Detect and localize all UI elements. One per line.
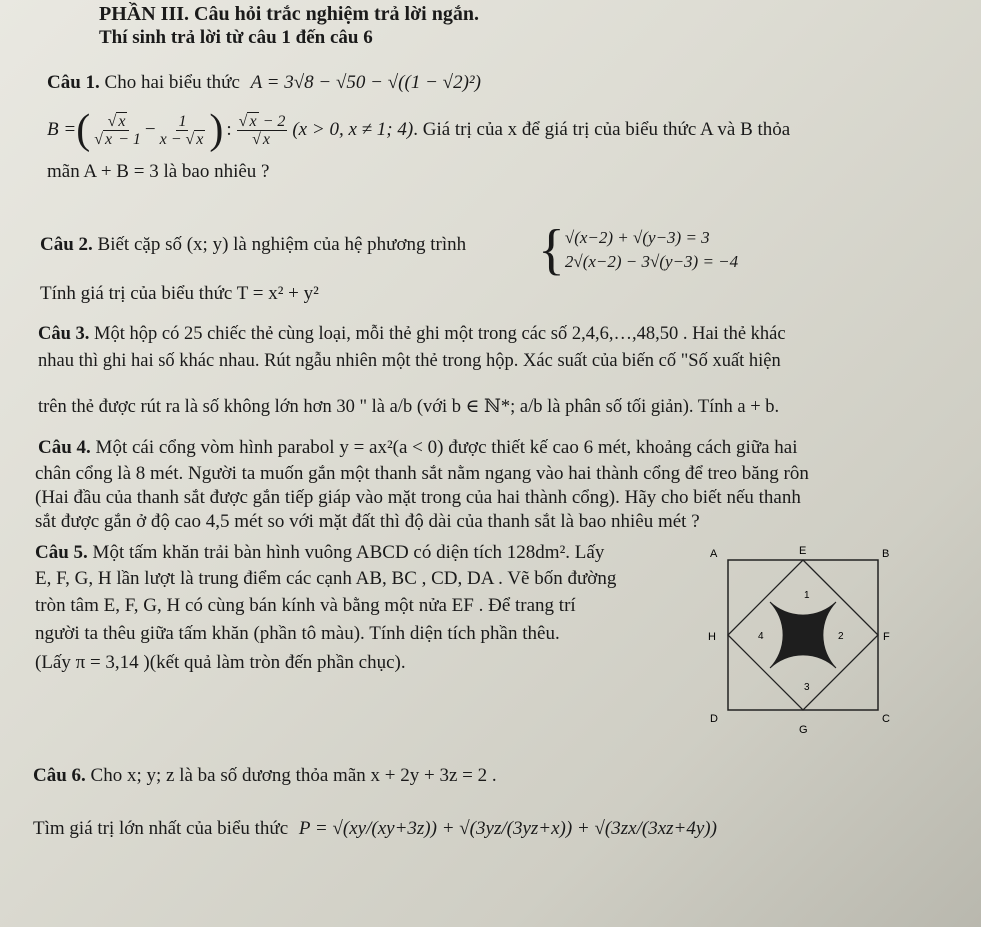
q5-line4: người ta thêu giữa tấm khăn (phần tô màu). Tính diện tích phần thêu. (35, 623, 560, 644)
q1-intro: Cho hai biểu thức (104, 72, 240, 93)
q4-line1-text: Một cái cổng vòm hình parabol y = ax²(a < 0) được thiết kế cao 6 mét, khoảng cách giữa hai (95, 437, 798, 458)
label-h: H (708, 631, 716, 643)
q1-frac1: $\frac{√ x}{√ x - 1}$ (94, 112, 141, 148)
q1-line2: B = ( $\frac{√ x}{√ x - 1}$ − $\frac{1}{x - √ x}$ ) : $\frac{√ x - 2}{√ x}$ (x > 0, x ≠ 1; 4) . Giá trị của x để giá trị của biểu thức A và B thỏa (47, 107, 791, 153)
q1-condition: (x > 0, x ≠ 1; 4) (292, 119, 414, 140)
q2-label: Câu 2. (40, 234, 93, 255)
label-a: A (710, 548, 718, 560)
q5-figure (700, 540, 905, 740)
q2-line1 (40, 234, 466, 256)
q2-text: Biết cặp số (x; y) là nghiệm của hệ phương trình (97, 234, 467, 255)
q2-eq1: √(x−2) + √(y−3) = 3 (564, 228, 710, 247)
q1-expr-a: A = 3√8 − √50 − √((1 − √2)²) (250, 72, 481, 93)
q1-expr-b-prefix: B = (47, 119, 77, 140)
q5-line2: E, F, G, H lần lượt là trung điểm các cạnh AB, BC , CD, DA . Vẽ bốn đường (35, 568, 617, 589)
q4-line4: sắt được gắn ở độ cao 4,5 mét so với mặt đất thì độ dài của thanh sắt là bao nhiêu mét ? (35, 511, 700, 532)
q3-label: Câu 3. (38, 324, 90, 344)
q2-system (538, 219, 739, 281)
q3-line1-text: Một hộp có 25 chiếc thẻ cùng loại, mỗi thẻ ghi một trong các số 2,4,6,…,48,50 . Hai thẻ khác (94, 324, 786, 344)
q5-line3: tròn tâm E, F, G, H có cùng bán kính và bằng một nửa EF . Để trang trí (35, 595, 576, 616)
q2-line2: Tính giá trị của biểu thức T = x² + y² (40, 283, 319, 304)
q1-frac3: $\frac{√ x - 2}{√ x}$ (238, 112, 286, 148)
label-b: B (882, 548, 890, 560)
q1-label: Câu 1. (47, 72, 100, 93)
q1-left-paren: ( (76, 107, 91, 153)
q5-line5: (Lấy π = 3,14 )(kết quả làm tròn đến phần chục). (35, 652, 406, 673)
embroidered-region (770, 602, 836, 668)
section-instruction: Thí sinh trả lời từ câu 1 đến câu 6 (99, 27, 373, 48)
q3-line2: nhau thì ghi hai số khác nhau. Rút ngẫu nhiên một thẻ trong hộp. Xác suất của biến cố "Số xuất hiện (38, 351, 781, 371)
q6-line2-text: Tìm giá trị lớn nhất của biểu thức (33, 818, 289, 839)
region-4: 4 (758, 631, 764, 642)
q6-expr: P = √(xy/(xy+3z)) + √(3yz/(3yz+x)) + √(3zx/(3xz+4y)) (298, 818, 717, 839)
label-e: E (799, 545, 807, 557)
q6-line2 (33, 818, 717, 840)
section-title: PHẦN III. Câu hỏi trắc nghiệm trả lời ngắn. (99, 3, 479, 25)
q5-label: Câu 5. (35, 542, 88, 563)
q4-line3: (Hai đầu của thanh sắt được gắn tiếp giáp vào mặt trong của hai thành cổng). Hãy cho biết nếu thanh (35, 487, 801, 508)
q1-line3: mãn A + B = 3 là bao nhiêu ? (47, 161, 270, 182)
q6-label: Câu 6. (33, 765, 86, 786)
region-2: 2 (838, 631, 844, 642)
q2-brace: { (538, 219, 565, 281)
q4-line2: chân cổng là 8 mét. Người ta muốn gắn một thanh sắt nằm ngang vào hai thành cổng để treo băng rôn (35, 463, 809, 484)
q2-eq2: 2√(x−2) − 3√(y−3) = −4 (564, 252, 739, 271)
region-1: 1 (804, 590, 810, 601)
q6-line1-text: Cho x; y; z là ba số dương thỏa mãn x + 2y + 3z = 2 . (90, 765, 497, 786)
q4-line1 (38, 437, 798, 459)
q6-line1 (33, 765, 497, 787)
region-3: 3 (804, 682, 810, 693)
q3-line1 (38, 323, 786, 345)
q1-line1 (47, 72, 481, 94)
label-c: C (882, 713, 890, 725)
q1-text-tail: . Giá trị của x để giá trị của biểu thức A và B thỏa (413, 119, 791, 140)
label-d: D (710, 713, 718, 725)
q5-line1-text: Một tấm khăn trải bàn hình vuông ABCD có diện tích 128dm². Lấy (92, 542, 605, 563)
q5-line1 (35, 542, 604, 564)
label-g: G (799, 724, 808, 736)
q3-line3: trên thẻ được rút ra là số không lớn hơn 30 " là a/b (với b ∈ ℕ*; a/b là phân số tối giản). Tính a + b. (38, 397, 780, 417)
q1-frac2: $\frac{1}{x - √ x}$ (159, 112, 204, 148)
label-f: F (883, 631, 890, 643)
q1-right-paren: ) (209, 107, 224, 153)
q4-label: Câu 4. (38, 437, 91, 458)
